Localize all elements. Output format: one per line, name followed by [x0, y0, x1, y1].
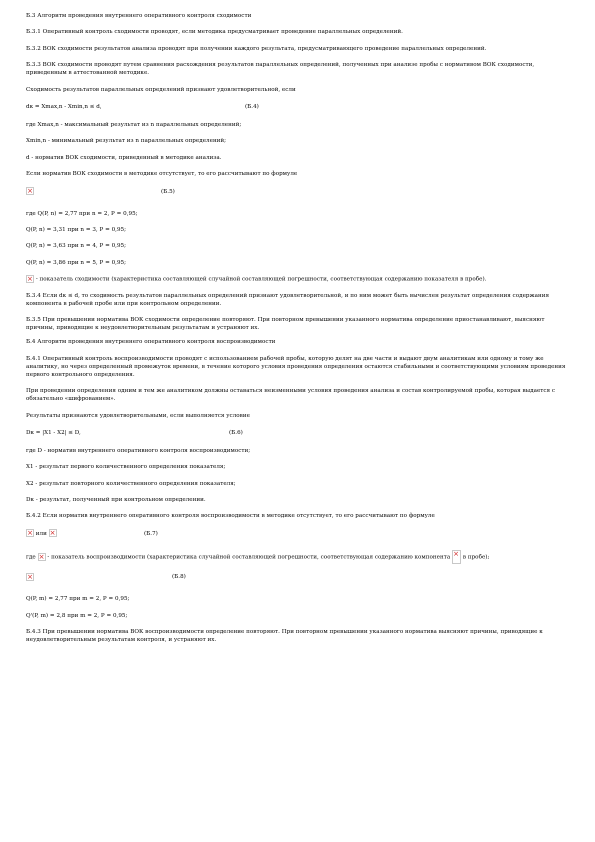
- paragraph-b3-4: Б.3.4 Если dк ≤ d, то сходимость результатов параллельных определений признают удовлетворительной, и по ним может быть вычислен результат определения содержания компонента в рабочей пробе или при контрольном определении.: [26, 292, 550, 307]
- definition-reproducibility-tail: в пробе);: [462, 554, 490, 561]
- paragraph-satisfactory: Сходимость результатов параллельных определений признают удовлетворительной, если: [26, 86, 296, 93]
- definition-reproducibility: [26, 550, 574, 564]
- equation-b6: [26, 428, 574, 438]
- q-value-n3: Q(P, n) = 3,31 при n = 3, P = 0,95;: [26, 226, 127, 233]
- definition-xmax: где Xmax,n - максимальный результат из n параллельных определений;: [26, 121, 242, 128]
- definition-d: d - норматив ВОК сходимости, приведенный в методике анализа.: [26, 154, 222, 161]
- paragraph-b3-2: Б.3.2 ВОК сходимости результатов анализа проводят при получении каждого результата, предусматривающего проведение параллельных определений.: [26, 45, 487, 52]
- definition-sigma: [26, 275, 574, 284]
- q-value-n2: где Q(P, n) = 2,77 при n = 2, P = 0,95;: [26, 210, 138, 217]
- equation-b6-text: Dк = |X1 - X2| ≤ D,: [26, 429, 81, 436]
- paragraph-b3-1: Б.3.1 Оперативный контроль сходимости проводят, если методика предусматривает проведение параллельных определений.: [26, 29, 403, 36]
- q-prime-value-m2: Q'(P, m) = 2,8 при m = 2, P = 0,95;: [26, 612, 128, 619]
- equation-b7: [26, 529, 574, 541]
- equation-b8-number: (Б.8): [172, 574, 186, 581]
- definition-x1: X1 - результат первого количественного определения показателя;: [26, 464, 226, 471]
- paragraph-b3-5: Б.3.5 При превышении норматива ВОК сходимости определение повторяют. При повторном превышении указанного норматива определение приостанавливают, выясняют причины, приводящие к неудовлетворительным результатам и устраняют их.: [26, 317, 545, 332]
- broken-image-icon: [38, 553, 46, 561]
- paragraph-b4-2: Б.4.2 Если норматив внутреннего оперативного контроля воспроизводимости в методике отсутствует, то его рассчитывают по формуле: [26, 513, 435, 520]
- equation-b4-number: (Б.4): [245, 103, 259, 110]
- definition-reproducibility-prefix: где: [26, 554, 36, 561]
- equation-b7-number: (Б.7): [144, 530, 158, 537]
- broken-image-icon: [26, 573, 34, 581]
- q-value-m2: Q(P, m) = 2,77 при m = 2, P = 0,95;: [26, 596, 130, 603]
- definition-reproducibility-text: - показатель воспроизводимости (характеристика случайной составляющей погрешности, соответствующая содержанию компонента: [47, 554, 451, 561]
- heading-b3: Б.3 Алгоритм проведения внутреннего оперативного контроля сходимости: [26, 13, 252, 19]
- equation-b5-number: (Б.5): [161, 188, 175, 195]
- definition-xmin: Xmin,n - минимальный результат из n параллельных определений;: [26, 138, 227, 145]
- document-body: [26, 12, 574, 652]
- equation-b5: [26, 187, 574, 201]
- q-value-n5: Q(P, n) = 3,86 при n = 5, P = 0,95;: [26, 259, 127, 266]
- paragraph-b4-1: Б.4.1 Оперативный контроль воспроизводимости проводят с использованием рабочей пробы, которую делят на две части и выдают двум аналитикам или одному и тому же аналитику, но через определенный промежуток времени, в течение которого условия проведения определения остаются стабильными и соответствующими условиям проведения первого контрольного определения.: [26, 355, 566, 378]
- equation-b7-or: или: [35, 530, 47, 537]
- paragraph-conditions: При проведении определения одним и тем же аналитиком должны оставаться неизменными условия проведения анализа и состав контролируемой пробы, которая выдается с обязательно «шифрованием».: [26, 388, 556, 403]
- broken-image-icon: [452, 550, 461, 564]
- heading-b4: Б.4 Алгоритм проведения внутреннего оперативного контроля воспроизводимости: [26, 339, 276, 346]
- definition-D: где D - норматив внутреннего оперативного контроля воспроизводимости;: [26, 447, 251, 454]
- equation-b4-text: dк = Xmax,n - Xmin,n ≤ d,: [26, 103, 102, 110]
- definition-dk: Dк - результат, полученный при контрольном определении.: [26, 497, 206, 504]
- paragraph-results: Результаты признаются удовлетворительными, если выполняется условие: [26, 412, 250, 419]
- broken-image-icon: [26, 187, 34, 195]
- equation-b4: [26, 102, 574, 112]
- equation-b6-number: (Б.6): [229, 429, 243, 436]
- definition-x2: X2 - результат повторного количественного определения показателя;: [26, 480, 236, 487]
- paragraph-absent-norm: Если норматив ВОК сходимости в методике отсутствует, то его рассчитывают по формуле: [26, 171, 298, 178]
- paragraph-b4-3: Б.4.3 При превышении норматива ВОК воспроизводимости определение повторяют. При повторном превышении указанного норматива выясняют причины, приводящие к неудовлетворительным результатам контроля, и устраняют их.: [26, 629, 543, 644]
- broken-image-icon: [26, 275, 34, 283]
- broken-image-icon: [49, 529, 57, 537]
- q-value-n4: Q(P, n) = 3,63 при n = 4, P = 0,95;: [26, 243, 127, 250]
- paragraph-b3-3: Б.3.3 ВОК сходимости проводят путем сравнения расхождения результатов параллельных определений, полученных при анализе пробы с нормативом ВОК сходимости, приведенным в аттестованной методике.: [26, 62, 535, 77]
- equation-b8: [26, 572, 574, 586]
- broken-image-icon: [26, 529, 34, 537]
- definition-sigma-text: - показатель сходимости (характеристика составляющей случайной составляющей погрешности, соответствующая содержанию показателя в пробе).: [35, 276, 487, 283]
